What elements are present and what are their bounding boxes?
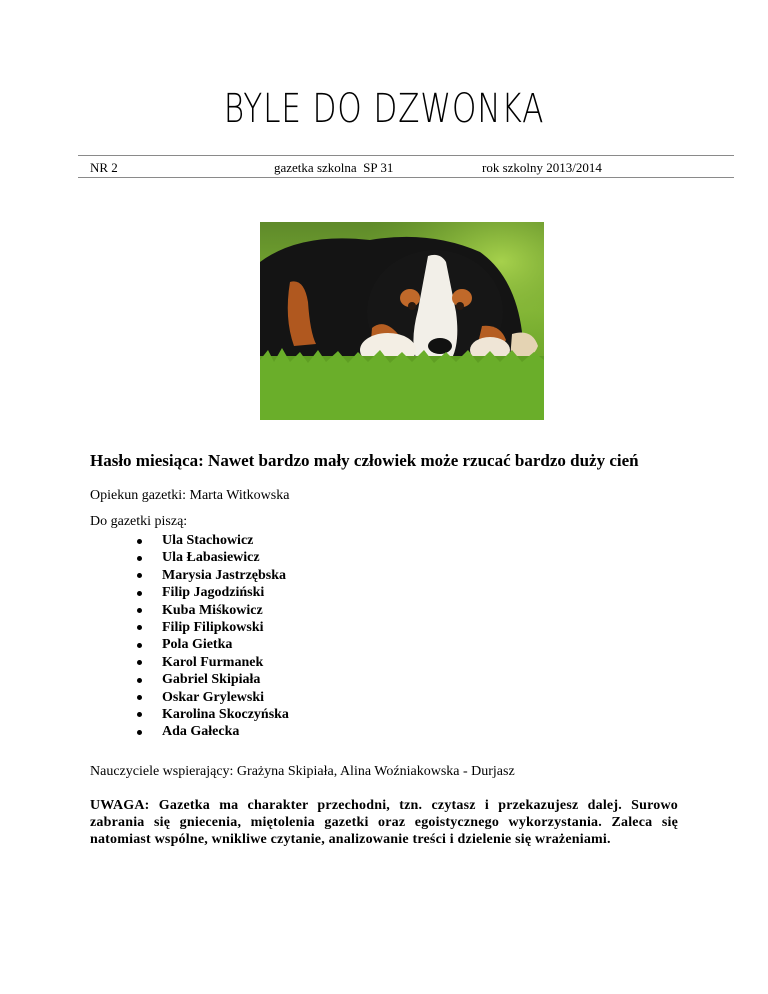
header-rule-bottom (78, 177, 734, 178)
list-item: Karol Furmanek (106, 654, 289, 671)
supervisor-line: Opiekun gazetki: Marta Witkowska (90, 488, 290, 503)
list-item: Marysia Jastrzębska (106, 567, 289, 584)
list-item: Ula Stachowicz (106, 532, 289, 549)
header-rule-top (78, 155, 734, 156)
issue-number: NR 2 (90, 160, 118, 175)
masthead-title: BYLE DO DZWONKA (223, 86, 545, 132)
puppy-photo (260, 222, 544, 420)
list-item: Filip Jagodziński (106, 584, 289, 601)
list-item: Kuba Miśkowicz (106, 602, 289, 619)
motto-heading: Hasło miesiąca: Nawet bardzo mały człowiek może rzucać bardzo duży cień (90, 451, 639, 470)
writers-label: Do gazetki piszą: (90, 514, 188, 529)
list-item: Ula Łabasiewicz (106, 549, 289, 566)
list-item: Pola Gietka (106, 636, 289, 653)
list-item: Gabriel Skipiała (106, 671, 289, 688)
teachers-line: Nauczyciele wspierający: Grażyna Skipiała, Alina Woźniakowska - Durjasz (90, 764, 515, 779)
newspaper-subtitle: gazetka szkolna SP 31 (274, 160, 394, 175)
list-item: Oskar Grylewski (106, 689, 289, 706)
list-item: Karolina Skoczyńska (106, 706, 289, 723)
list-item: Ada Gałecka (106, 723, 289, 740)
school-year: rok szkolny 2013/2014 (482, 160, 602, 175)
writers-list (106, 532, 289, 741)
notice-paragraph: UWAGA: Gazetka ma charakter przechodni, tzn. czytasz i przekazujesz dalej. Surowo zabrania się gniecenia, miętolenia gazetki oraz egoistycznego wykorzystania. Zaleca się natomiast wspólne, wnikliwe czytanie, analizowanie treści i dzielenie się wrażeniami. (90, 798, 678, 847)
list-item: Filip Filipkowski (106, 619, 289, 636)
